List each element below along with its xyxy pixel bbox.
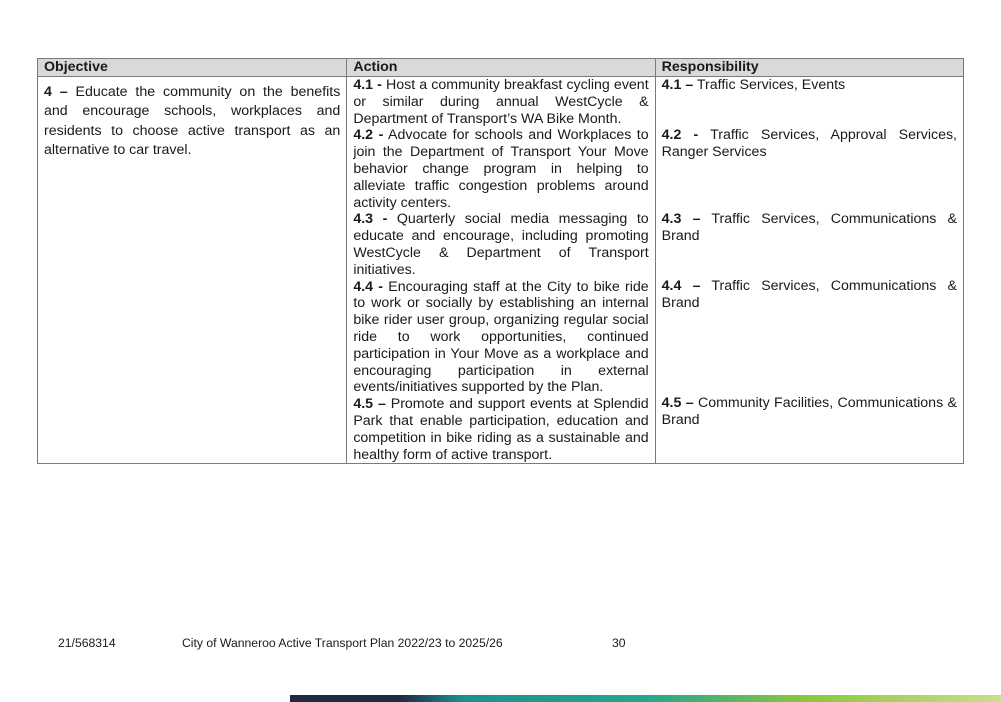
objective-number: 4 – [44, 84, 68, 100]
action-number: 4.4 [353, 278, 374, 295]
footer-doc-ref: 21/568314 [58, 636, 116, 650]
action-plan-table [37, 58, 964, 464]
table-header-row [38, 59, 964, 77]
table-row [38, 77, 964, 464]
action-number: 4.5 [353, 396, 374, 413]
responsibility-cell [655, 77, 963, 464]
responsibility-number: 4.1 [661, 77, 682, 93]
responsibility-item-4-1 [662, 77, 957, 94]
responsibility-item-4-3 [662, 211, 957, 245]
action-text: Host a community breakfast cycling event or similar during annual WestCycle & Department of Transport’s WA Bike Month. [353, 77, 649, 127]
responsibility-text: Traffic Services, Approval Services, Ranger Services [661, 127, 958, 160]
objective-text [44, 83, 340, 160]
responsibility-separator: – [685, 395, 694, 411]
responsibility-text: Traffic Services, Events [696, 77, 846, 93]
responsibility-separator: – [692, 278, 701, 294]
responsibility-separator: - [693, 127, 699, 143]
stripe-green [650, 695, 1001, 702]
responsibility-number: 4.2 [661, 127, 682, 143]
action-text: Advocate for schools and Workplaces to join the Department of Transport Your Move behavior change program in helping to alleviate traffic congestion problems around activity centers. [353, 127, 649, 211]
responsibility-number: 4.3 [661, 211, 682, 227]
header-objective: Objective [38, 59, 347, 77]
stripe-teal [400, 695, 650, 702]
action-number: 4.2 [353, 127, 374, 144]
brand-stripe [290, 695, 1001, 702]
responsibility-text: Traffic Services, Communications & Brand [661, 211, 958, 244]
header-action: Action [347, 59, 655, 77]
responsibility-number: 4.5 [661, 395, 682, 411]
responsibility-item-4-2 [662, 127, 957, 161]
action-text: Promote and support events at Splendid Park that enable participation, education and competition in bike riding as a sustainable and healthy form of active transport. [353, 396, 649, 463]
responsibility-text: Community Facilities, Communications & Brand [661, 395, 957, 428]
objective-cell [38, 77, 347, 464]
responsibility-item-4-4 [662, 278, 957, 312]
footer-page-number: 30 [612, 636, 626, 650]
action-item-4-3 [353, 211, 648, 278]
action-separator: – [377, 396, 386, 413]
header-responsibility: Responsibility [655, 59, 963, 77]
responsibility-item-4-5 [662, 395, 957, 429]
action-separator: - [377, 77, 382, 93]
action-item-4-5 [353, 396, 648, 463]
objective-description: Educate the community on the benefits and encourage schools, workplaces and residents to choose active transport as an alternative to car travel. [44, 84, 341, 158]
action-item-4-2 [353, 127, 648, 211]
action-separator: - [382, 211, 388, 228]
action-number: 4.3 [353, 211, 374, 228]
responsibility-separator: – [685, 77, 694, 93]
action-cell [347, 77, 655, 464]
footer-doc-title: City of Wanneroo Active Transport Plan 2022/23 to 2025/26 [182, 636, 503, 650]
action-item-4-4 [353, 279, 648, 397]
action-separator: - [378, 278, 384, 295]
action-number: 4.1 [353, 77, 374, 93]
stripe-navy [290, 695, 400, 702]
action-text: Quarterly social media messaging to educate and encourage, including promoting WestCycle & Department of Transport initiatives. [353, 211, 649, 278]
responsibility-separator: – [692, 211, 701, 227]
responsibility-number: 4.4 [661, 278, 682, 294]
action-text: Encouraging staff at the City to bike ride to work or socially by establishing an internal bike rider user group, organizing regular social ride to work opportunities, continued participation in Your Move as a workplace and encouraging participation in external events/initiatives supported by the Plan. [353, 278, 649, 396]
action-item-4-1 [353, 77, 648, 127]
action-separator: - [378, 127, 384, 144]
responsibility-text: Traffic Services, Communications & Brand [661, 278, 958, 311]
